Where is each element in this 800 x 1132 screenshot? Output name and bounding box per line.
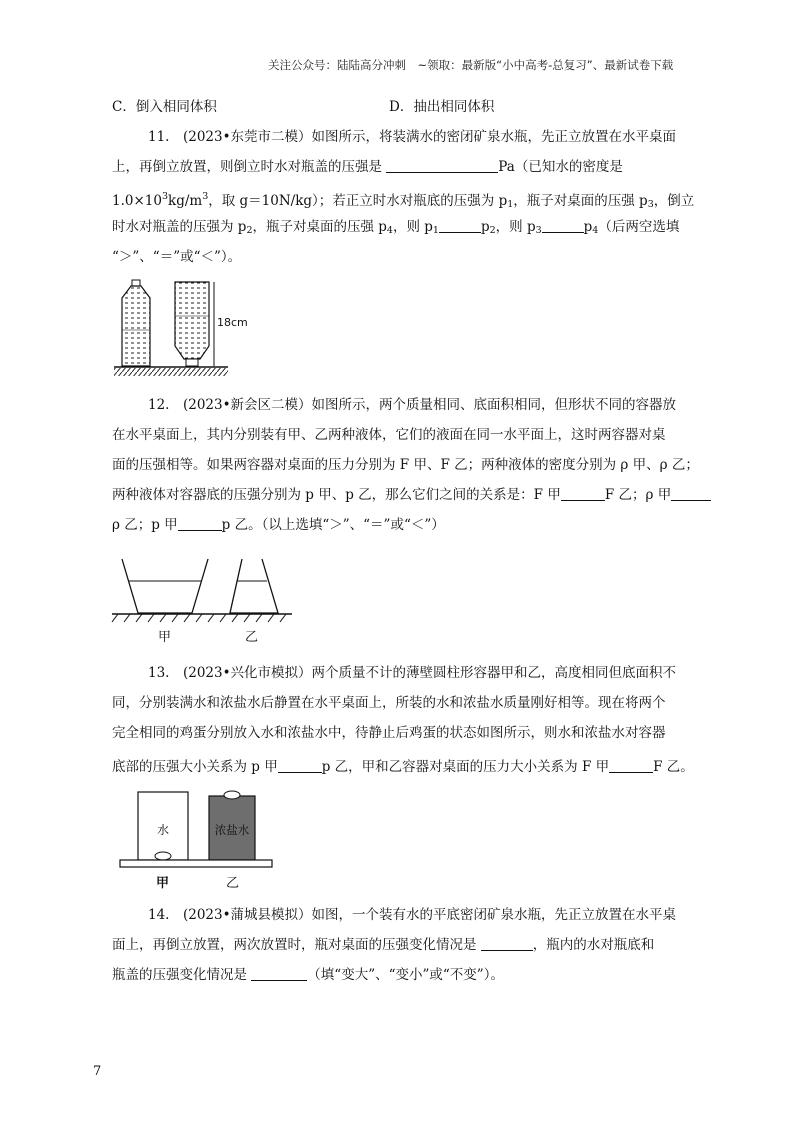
q13-line1: 13. (2023•兴化市模拟）两个质量不计的薄壁圆柱形容器甲和乙，高度相同但底面积不 (148, 665, 677, 681)
container-yi (230, 559, 278, 613)
q14-line2: 面上，再倒立放置，两次放置时，瓶对桌面的压强变化情况是 ，瓶内的水对瓶底和 (112, 937, 655, 953)
q12-line2: 在水平桌面上，其内分别装有甲、乙两种液体，它们的液面在同一水平面上，这时两容器对桌 (112, 427, 666, 443)
egg-sunk-icon (155, 852, 171, 860)
q12-line1: 12. (2023•新会区二模）如图所示，两个质量相同、底面积相同，但形状不同的容器放 (148, 397, 677, 413)
q13-line3: 完全相同的鸡蛋分别放入水和浓盐水中，待静止后鸡蛋的状态如图所示，则水和浓盐水对容器 (112, 725, 666, 741)
table-surface (120, 860, 272, 867)
upright-bottle (122, 280, 150, 366)
q12-line5: ρ 乙；p 甲 p 乙。（以上选填“＞”、“＝”或“＜”） (112, 517, 445, 533)
q13-line4: 底部的压强大小关系为 p 甲 p 乙，甲和乙容器对桌面的压力大小关系为 F 甲 F 乙。 (112, 759, 694, 775)
table-hatch (114, 368, 228, 376)
q11-line5: “＞”、“＝”或“＜”）。 (112, 249, 242, 265)
q13-blank-force[interactable] (609, 758, 653, 773)
option-d: D．抽出相同体积 (389, 99, 495, 115)
q12-figure-containers (112, 553, 302, 645)
q12-blank-density[interactable] (671, 486, 711, 501)
q11-line4: 时水对瓶盖的压强为 $p_2$，瓶子对桌面的压强 $p_4$，则 $p_1$ $p_2$，则 $p_3$ $p_4$（后两空选填 (112, 219, 680, 236)
q11-blank-pressure[interactable] (386, 158, 498, 173)
q11-line1: 11. (2023•东莞市二模）如图所示，将装满水的密闭矿泉水瓶，先正立放置在水平桌面 (148, 129, 677, 145)
option-c: C．倒入相同体积 (112, 99, 217, 115)
q12-line3: 面的压强相等。如果两容器对桌面的压力分别为 F 甲、F 乙；两种液体的密度分别为 ρ 甲、ρ 乙； (112, 457, 699, 473)
q13-blank-pressure[interactable] (278, 758, 322, 773)
table-hatch (112, 614, 286, 622)
label-brine: 浓盐水 (214, 823, 250, 837)
inverted-bottle (175, 282, 209, 366)
label-water: 水 (156, 823, 170, 837)
height-label: 18cm (217, 316, 248, 329)
q11-line2: 上，再倒立放置，则倒立时水对瓶盖的压强是 Pa（已知水的密度是 (112, 159, 623, 175)
page-number: 7 (93, 1064, 102, 1079)
q11-blank-p1p2[interactable] (439, 218, 481, 233)
egg-floating-icon (224, 791, 240, 799)
q11-line3: $1.0\times 10^3kg/m^3$，取 g＝10N/kg）；若正立时水对瓶底的压强为 $p_1$，瓶子对桌面的压强 $p_3$，倒立 (112, 191, 695, 210)
container-jia (122, 559, 208, 613)
q14-line1: 14. (2023•蒲城县模拟）如图，一个装有水的平底密闭矿泉水瓶，先正立放置在水平桌 (148, 907, 677, 923)
label-jia: 甲 (158, 630, 172, 645)
q12-blank-force[interactable] (561, 486, 605, 501)
q13-line2: 同，分别装满水和浓盐水后静置在水平桌面上，所装的水和浓盐水质量刚好相等。现在将两个 (112, 695, 666, 711)
q13-figure-containers (112, 786, 282, 892)
label-jia: 甲 (156, 876, 170, 891)
q14-line3: 瓶盖的压强变化情况是 （填“变大”、“变小”或“不变”）。 (112, 967, 504, 983)
q11-figure-bottles (112, 276, 248, 380)
q14-blank-bottle-pressure[interactable] (481, 936, 533, 951)
label-yi: 乙 (245, 630, 259, 645)
page-header: 关注公众号：陆陆高分冲刺 ~领取：最新版“小中高考-总复习”、最新试卷下载 (268, 58, 674, 72)
q14-blank-water-pressure[interactable] (251, 966, 307, 981)
q11-blank-p3p4[interactable] (542, 218, 584, 233)
q12-line4: 两种液体对容器底的压强分别为 p 甲、p 乙，那么它们之间的关系是：F 甲 F 乙；ρ 甲 (112, 485, 711, 505)
label-yi: 乙 (226, 876, 240, 891)
q12-blank-pressure[interactable] (178, 516, 222, 531)
